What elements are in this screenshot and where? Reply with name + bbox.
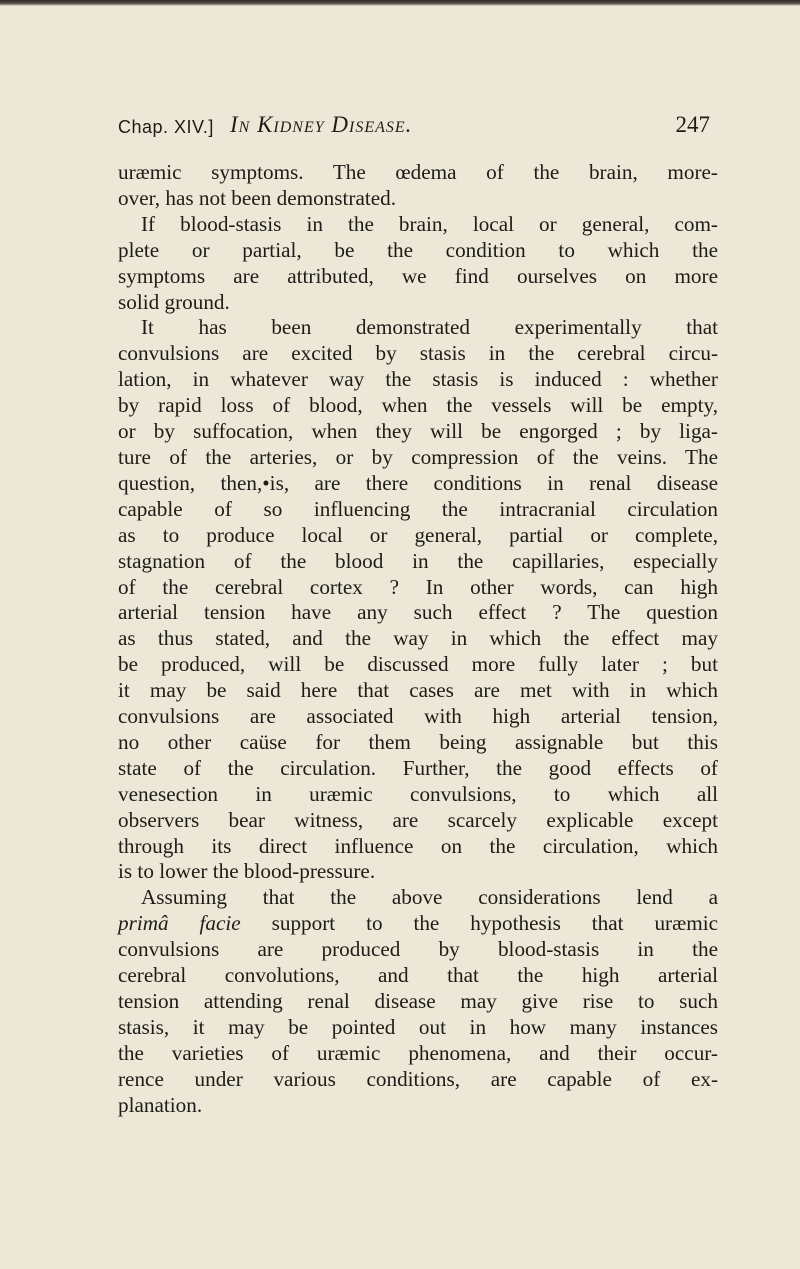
- text-line: convulsions are produced by blood-stasis in the: [118, 937, 718, 962]
- text-line: If blood-stasis in the brain, local or general, com-: [141, 211, 718, 236]
- paragraph: [118, 315, 718, 885]
- text-line: plete or partial, be the condition to which the: [118, 237, 718, 262]
- page-number: 247: [675, 112, 710, 137]
- running-head: [118, 112, 710, 142]
- text-line: as to produce local or general, partial or complete,: [118, 522, 718, 547]
- text-line: tension attending renal disease may give rise to such: [118, 989, 718, 1013]
- text-line: lation, in whatever way the stasis is induced : whether: [118, 367, 718, 392]
- text-line: through its direct influence on the circulation, which: [118, 833, 718, 858]
- body-text: [118, 160, 718, 1119]
- text-line: symptoms are attributed, we find ourselves on more: [118, 263, 718, 288]
- italic-phrase: primâ facie: [118, 911, 241, 936]
- text-line: ture of the arteries, or by compression of the veins. The: [118, 444, 718, 469]
- text-line: over, has not been demonstrated.: [118, 185, 397, 210]
- text-line: arterial tension have any such effect ? The question: [118, 600, 718, 625]
- text-line: It has been demonstrated experimentally that: [141, 315, 718, 340]
- running-title: In Kidney Disease.: [230, 112, 413, 137]
- text-line: capable of so influencing the intracranial circulation: [118, 496, 718, 521]
- text-line: solid ground.: [118, 289, 230, 314]
- text-line: it may be said here that cases are met with in which: [118, 678, 718, 703]
- text-line: venesection in uræmic convulsions, to which all: [118, 781, 718, 806]
- text-line: observers bear witness, are scarcely explicable except: [118, 807, 718, 832]
- text-line: or by suffocation, when they will be engorged ; by liga-: [118, 419, 718, 444]
- paragraph: [118, 160, 718, 212]
- text-line: stasis, it may be pointed out in how many instances: [118, 1014, 718, 1039]
- text-line: is to lower the blood-pressure.: [118, 859, 376, 884]
- text-line: uræmic symptoms. The œdema of the brain, more-: [118, 160, 718, 184]
- paragraph: [118, 212, 718, 316]
- text-line: primâ facie support to the hypothesis that uræmic: [118, 911, 719, 936]
- text-line: be produced, will be discussed more fully later ; but: [118, 652, 718, 677]
- text-line: Assuming that the above considerations lend a: [141, 885, 718, 910]
- text-line: stagnation of the blood in the capillaries, especially: [118, 548, 718, 573]
- text-line: convulsions are excited by stasis in the cerebral circu-: [118, 341, 718, 366]
- text-line: no other caüse for them being assignable but this: [118, 729, 718, 754]
- text-line: rence under various conditions, are capable of ex-: [118, 1066, 718, 1091]
- text-line: convulsions are associated with high arterial tension,: [118, 704, 718, 729]
- text-line: of the cerebral cortex ? In other words, can high: [118, 574, 718, 599]
- text-line: planation.: [118, 1092, 203, 1117]
- paragraph: [118, 885, 718, 1118]
- text-line: by rapid loss of blood, when the vessels will be empty,: [118, 393, 718, 418]
- text-line: cerebral convolutions, and that the high arterial: [118, 963, 718, 988]
- text-line: state of the circulation. Further, the good effects of: [118, 755, 718, 780]
- text-line: as thus stated, and the way in which the effect may: [118, 626, 718, 651]
- chapter-label: Chap. XIV.]: [118, 117, 214, 137]
- text-line: the varieties of uræmic phenomena, and their occur-: [118, 1040, 718, 1065]
- text-line: question, then,•is, are there conditions in renal disease: [118, 470, 718, 495]
